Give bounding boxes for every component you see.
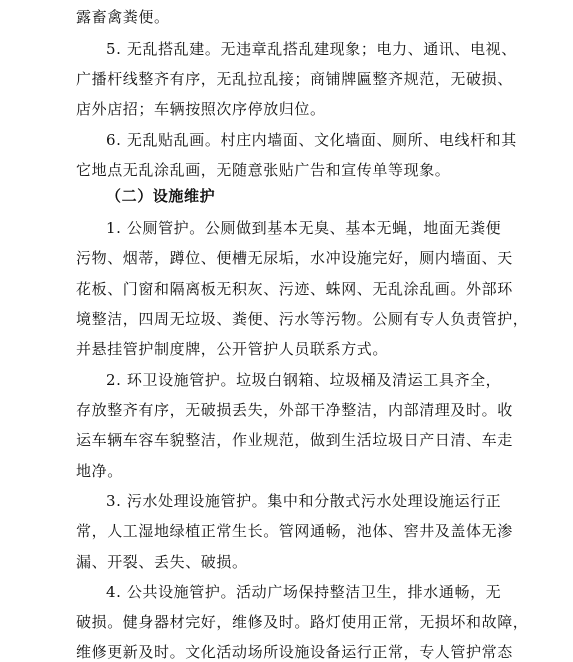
paragraph-line: 3. 污水处理设施管护。集中和分散式污水处理设施运行正 bbox=[106, 492, 502, 510]
paragraph-line: 花板、门窗和隔离板无积灰、污迹、蛛网、无乱涂乱画。外部环 bbox=[76, 280, 513, 298]
paragraph-line: 运车辆车容车貌整洁，作业规范，做到生活垃圾日产日清、车走 bbox=[76, 431, 513, 449]
paragraph-line: 6. 无乱贴乱画。村庄内墙面、文化墙面、厕所、电线杆和其 bbox=[106, 131, 517, 149]
paragraph-line: 境整洁，四周无垃圾、粪便、污水等污物。公厕有专人负责管护， bbox=[76, 310, 529, 328]
paragraph-line: 漏、开裂、丢失、破损。 bbox=[76, 553, 248, 571]
paragraph-line: 存放整齐有序，无破损丢失，外部干净整洁，内部清理及时。收 bbox=[76, 401, 513, 419]
paragraph-line: 污物、烟蒂，蹲位、便槽无尿垢，水冲设施完好，厕内墙面、天 bbox=[76, 249, 513, 267]
paragraph-line: 露畜禽粪便。 bbox=[76, 8, 170, 26]
paragraph-line: 4. 公共设施管护。活动广场保持整洁卫生，排水通畅，无 bbox=[106, 583, 502, 601]
paragraph-line: 维修更新及时。文化活动场所设施设备运行正常，专人管护常态 bbox=[76, 643, 513, 661]
section-heading: （二）设施维护 bbox=[106, 187, 216, 205]
paragraph-line: 1. 公厕管护。公厕做到基本无臭、基本无蝇，地面无粪便 bbox=[106, 219, 502, 237]
paragraph-line: 常，人工湿地绿植正常生长。管网通畅，池体、窖井及盖体无渗 bbox=[76, 522, 513, 540]
paragraph-line: 地净。 bbox=[76, 462, 123, 480]
paragraph-line: 广播杆线整齐有序，无乱拉乱接；商铺牌匾整齐规范，无破损、 bbox=[76, 70, 513, 88]
paragraph-line: 5. 无乱搭乱建。无违章乱搭乱建现象；电力、通讯、电视、 bbox=[106, 40, 517, 58]
paragraph-line: 破损。健身器材完好，维修及时。路灯使用正常，无损坏和故障， bbox=[76, 613, 529, 631]
paragraph-line: 2. 环卫设施管护。垃圾白钢箱、垃圾桶及清运工具齐全， bbox=[106, 371, 502, 389]
paragraph-line: 它地点无乱涂乱画，无随意张贴广告和宣传单等现象。 bbox=[76, 161, 451, 179]
paragraph-line: 并悬挂管护制度牌，公开管护人员联系方式。 bbox=[76, 340, 389, 358]
paragraph-line: 店外店招；车辆按照次序停放归位。 bbox=[76, 100, 326, 118]
